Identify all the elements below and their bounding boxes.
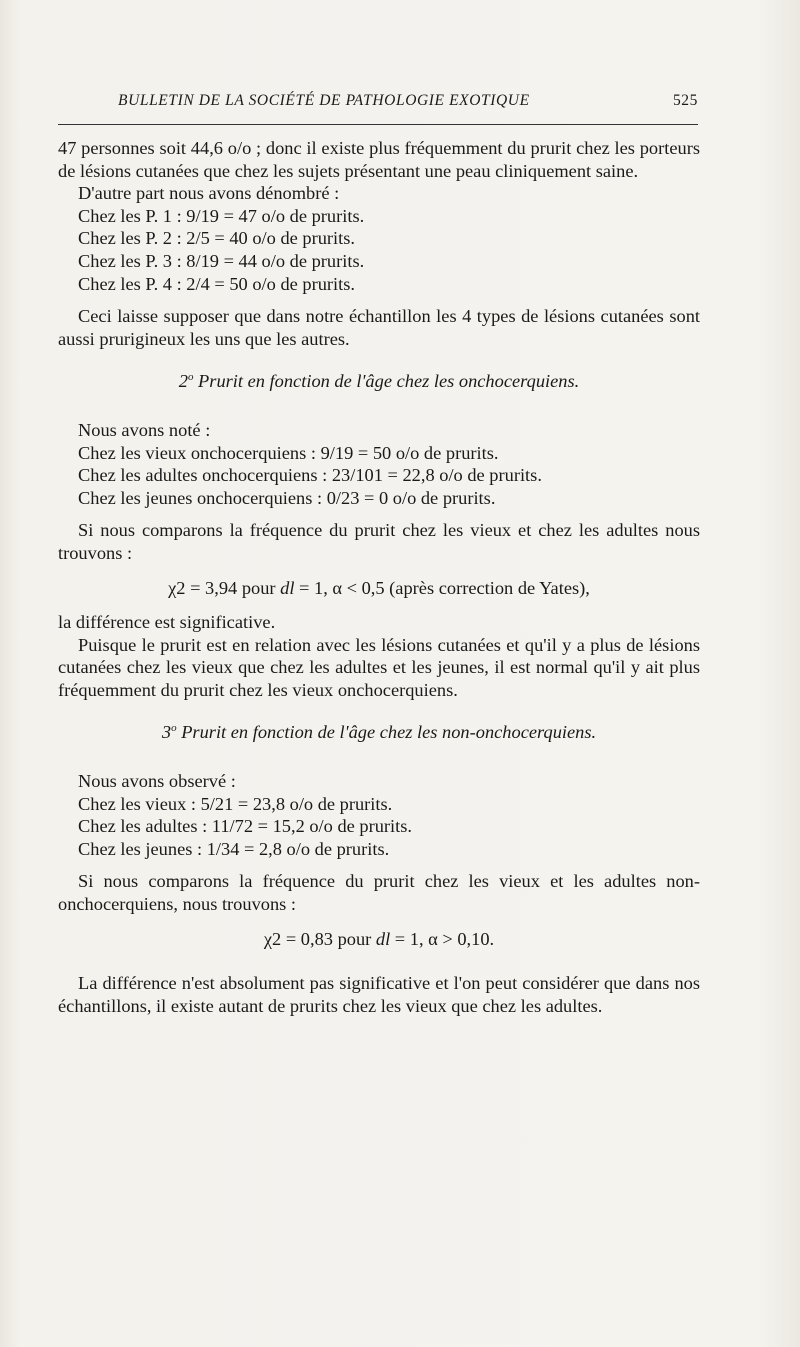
paragraph-4: Nous avons noté : bbox=[78, 419, 211, 440]
formula-text: = 1, α > 0,10. bbox=[390, 928, 495, 949]
formula-text: χ2 = 3,94 pour bbox=[168, 577, 281, 598]
section-number: 2 bbox=[178, 371, 188, 392]
list-item: Chez les P. 3 : 8/19 = 44 o/o de prurits. bbox=[78, 250, 365, 271]
list-item: Chez les vieux : 5/21 = 23,8 o/o de prurits. bbox=[78, 793, 393, 814]
list-item: Chez les vieux onchocerquiens : 9/19 = 50 o/o de prurits. bbox=[78, 442, 499, 463]
journal-title: BULLETIN DE LA SOCIÉTÉ DE PATHOLOGIE EXOTIQUE bbox=[118, 92, 530, 109]
p-type-list bbox=[58, 205, 700, 295]
list-item: Chez les P. 1 : 9/19 = 47 o/o de prurits. bbox=[78, 205, 365, 226]
formula-text: = 1, α < 0,5 (après correction de Yates), bbox=[294, 577, 590, 598]
section-title: Prurit en fonction de l'âge chez les onchocerquiens. bbox=[198, 371, 580, 392]
formula-chi2-2 bbox=[58, 928, 700, 951]
paragraph-5: Si nous comparons la fréquence du prurit chez les vieux et chez les adultes nous trouvons : bbox=[58, 520, 700, 563]
section-number-sup: o bbox=[171, 722, 177, 735]
section-heading-3 bbox=[58, 721, 700, 744]
list-item: Chez les P. 4 : 2/4 = 50 o/o de prurits. bbox=[78, 273, 356, 294]
section-heading-2 bbox=[58, 370, 700, 393]
paragraph-6: la différence est significative. bbox=[58, 612, 276, 633]
body-text bbox=[58, 137, 700, 1017]
formula-chi2-1 bbox=[58, 577, 700, 600]
section-title: Prurit en fonction de l'âge chez les non-onchocerquiens. bbox=[181, 722, 597, 743]
list-item: Chez les P. 2 : 2/5 = 40 o/o de prurits. bbox=[78, 228, 356, 249]
paragraph-3: Ceci laisse supposer que dans notre échantillon les 4 types de lésions cutanées sont aussi prurigineux les uns que les autres. bbox=[58, 306, 700, 349]
paragraph-8: Nous avons observé : bbox=[78, 771, 236, 792]
section-number-sup: o bbox=[187, 371, 194, 384]
list-item: Chez les adultes onchocerquiens : 23/101 = 22,8 o/o de prurits. bbox=[78, 465, 542, 486]
onchocerquiens-list bbox=[58, 442, 700, 510]
formula-text: χ2 = 0,83 pour bbox=[263, 928, 376, 949]
list-item: Chez les jeunes onchocerquiens : 0/23 = 0 o/o de prurits. bbox=[78, 487, 496, 508]
formula-dl: dl bbox=[280, 577, 295, 598]
paragraph-9: Si nous comparons la fréquence du prurit chez les vieux et les adultes non-onchocerquiens, nous trouvons : bbox=[58, 871, 700, 915]
non-onchocerquiens-list bbox=[58, 793, 700, 861]
paragraph-10: La différence n'est absolument pas significative et l'on peut considérer que dans nos échantillons, il existe autant de prurits chez les vieux que chez les adultes. bbox=[58, 973, 700, 1016]
paragraph-1: 47 personnes soit 44,6 o/o ; donc il existe plus fréquemment du prurit chez les porteurs de lésions cutanées que chez les sujets présentant une peau cliniquement saine. bbox=[58, 138, 700, 181]
list-item: Chez les jeunes : 1/34 = 2,8 o/o de prurits. bbox=[78, 838, 390, 859]
page-number: 525 bbox=[672, 92, 698, 109]
header-rule bbox=[58, 124, 698, 125]
formula-dl: dl bbox=[375, 928, 391, 949]
list-item: Chez les adultes : 11/72 = 15,2 o/o de prurits. bbox=[78, 816, 413, 837]
paragraph-7: Puisque le prurit est en relation avec les lésions cutanées et qu'il y a plus de lésions cutanées chez les vieux que chez les adultes et les jeunes, il est normal qu'il y ait plus fréquemment du prurit chez les vieux onchocerquiens. bbox=[58, 634, 700, 700]
paragraph-2: D'autre part nous avons dénombré : bbox=[78, 183, 340, 204]
section-number: 3 bbox=[161, 722, 172, 743]
